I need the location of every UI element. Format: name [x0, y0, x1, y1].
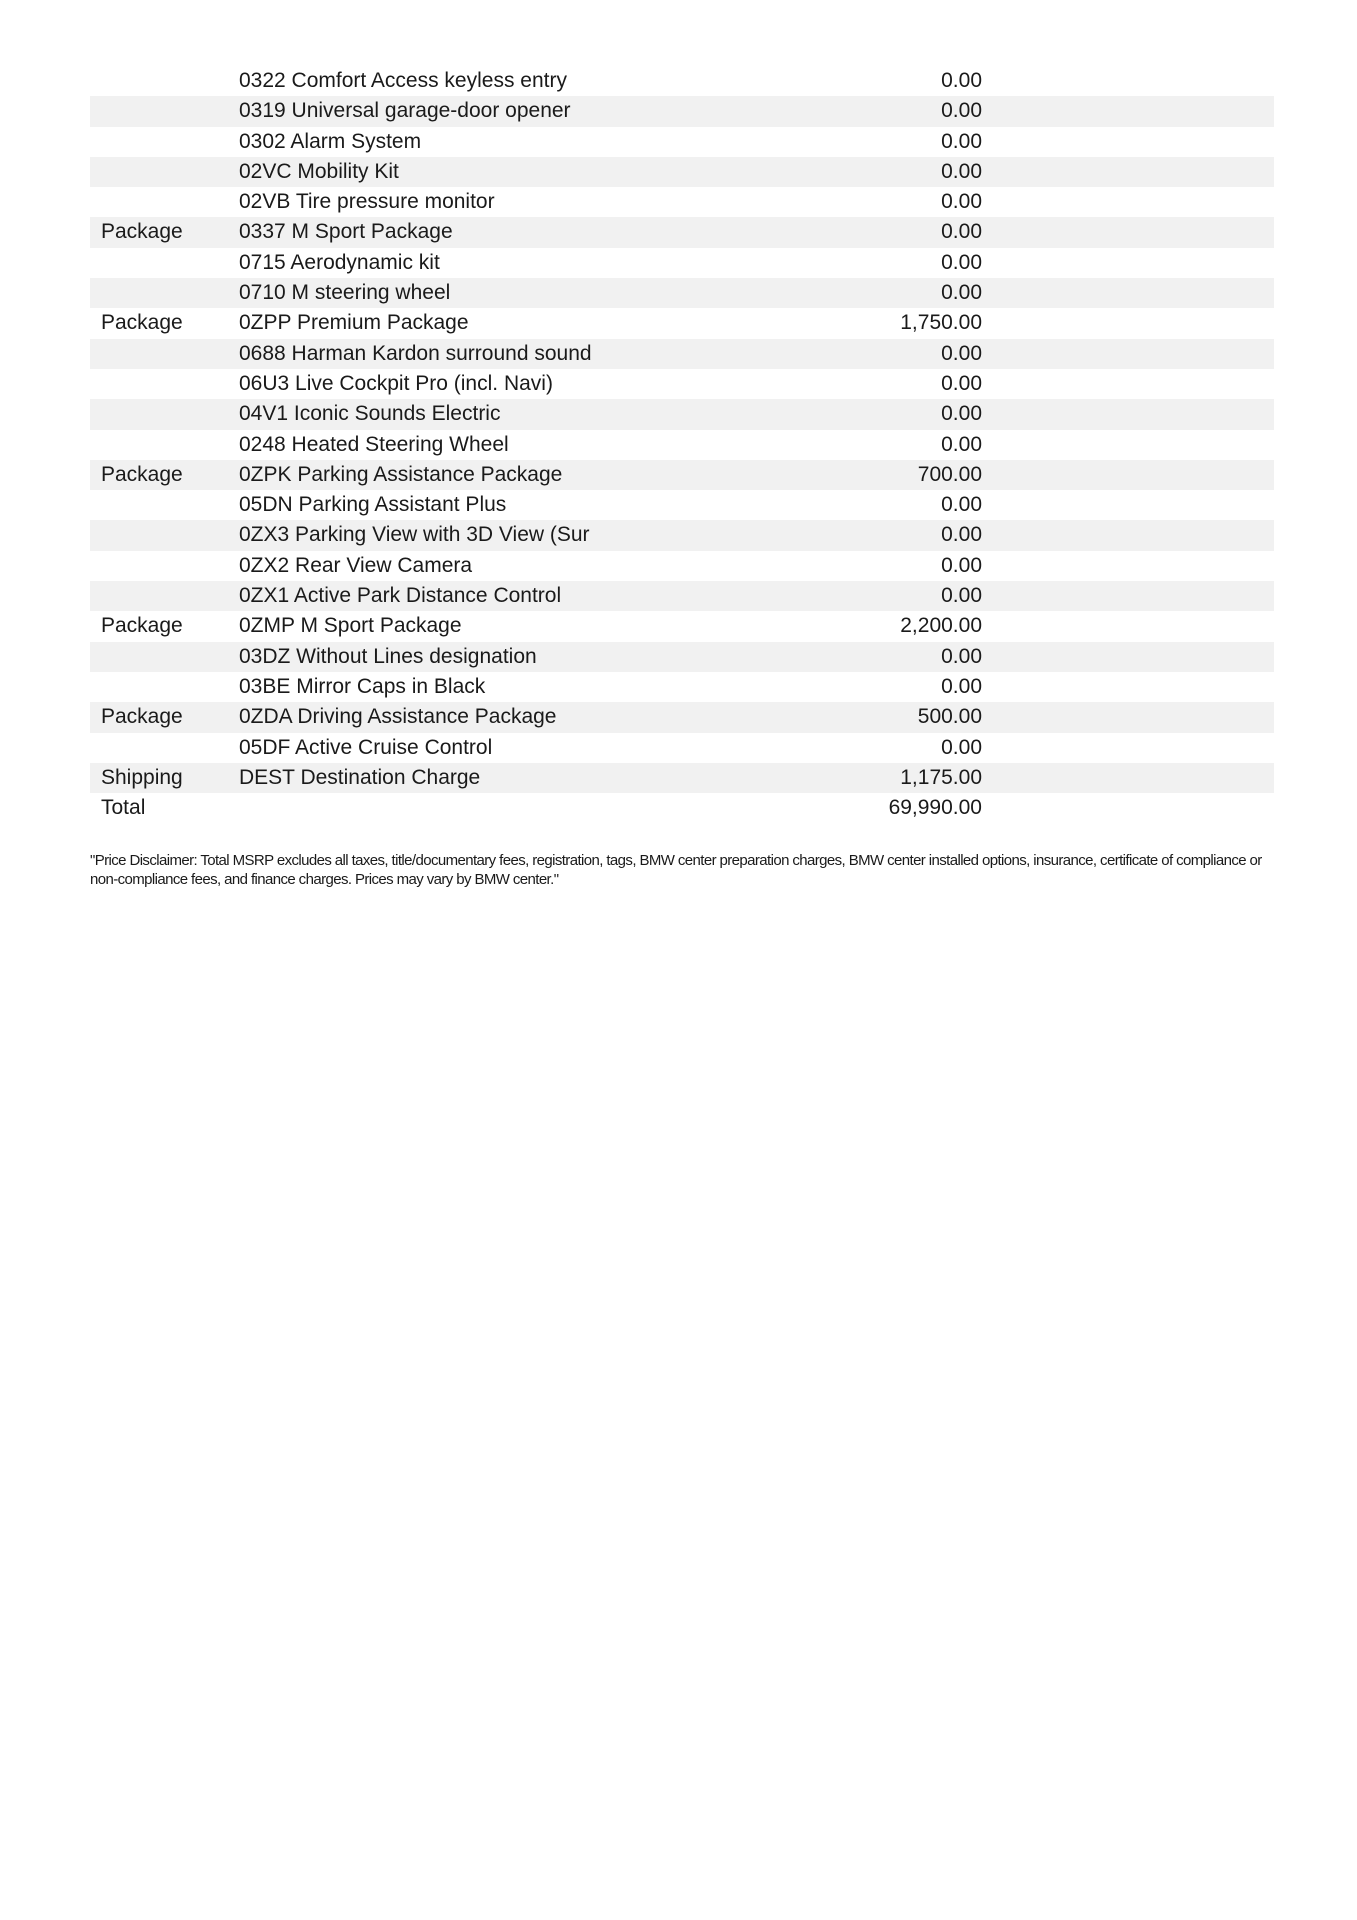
row-category: Package	[101, 220, 183, 244]
row-description: 0337 M Sport Package	[239, 220, 453, 244]
row-description: 05DN Parking Assistant Plus	[239, 493, 507, 517]
row-description: 0ZX1 Active Park Distance Control	[239, 584, 562, 608]
row-price: 0.00	[941, 493, 982, 517]
row-description: 0322 Comfort Access keyless entry	[239, 69, 567, 92]
table-row	[90, 460, 1274, 490]
row-price: 1,750.00	[900, 311, 982, 335]
table-row	[90, 66, 1274, 96]
row-description: 02VC Mobility Kit	[239, 159, 399, 183]
table-row	[90, 399, 1274, 429]
table-row	[90, 217, 1274, 247]
row-price: 0.00	[941, 99, 982, 123]
row-description: 0ZDA Driving Assistance Package	[239, 705, 557, 729]
row-price: 0.00	[941, 371, 982, 395]
table-row	[90, 581, 1274, 611]
row-price: 0.00	[941, 735, 982, 759]
table-row	[90, 157, 1274, 187]
row-description: 0ZPP Premium Package	[239, 311, 469, 335]
row-price: 0.00	[941, 281, 982, 305]
row-category: Package	[101, 614, 183, 638]
row-category: Shipping	[101, 765, 183, 789]
table-row	[90, 248, 1274, 278]
row-price: 0.00	[941, 220, 982, 244]
row-price: 0.00	[941, 523, 982, 547]
row-price: 0.00	[941, 190, 982, 214]
table-row	[90, 339, 1274, 369]
total-row	[90, 793, 1274, 823]
row-description: 03BE Mirror Caps in Black	[239, 674, 486, 698]
table-row	[90, 672, 1274, 702]
table-row	[90, 520, 1274, 550]
table-row	[90, 702, 1274, 732]
row-description: 0710 M steering wheel	[239, 281, 451, 305]
table-row	[90, 96, 1274, 126]
row-price: 0.00	[941, 584, 982, 608]
table-row	[90, 308, 1274, 338]
table-row	[90, 430, 1274, 460]
row-price: 0.00	[941, 432, 982, 456]
row-description: 04V1 Iconic Sounds Electric	[239, 402, 501, 426]
row-description: 0ZPK Parking Assistance Package	[239, 462, 563, 486]
row-category: Package	[101, 705, 183, 729]
row-category: Package	[101, 462, 183, 486]
row-price: 0.00	[941, 129, 982, 153]
table-row	[90, 611, 1274, 641]
table-row	[90, 642, 1274, 672]
row-price: 0.00	[941, 250, 982, 274]
row-category: Package	[101, 311, 183, 335]
table-row	[90, 369, 1274, 399]
row-description: 05DF Active Cruise Control	[239, 735, 493, 759]
row-price: 0.00	[941, 402, 982, 426]
table-row	[90, 763, 1274, 793]
row-description: 0319 Universal garage-door opener	[239, 99, 571, 123]
row-price: 0.00	[941, 553, 982, 577]
price-table	[90, 66, 1274, 823]
table-row	[90, 278, 1274, 308]
row-description: 0248 Heated Steering Wheel	[239, 432, 509, 456]
row-price: 1,175.00	[900, 765, 982, 789]
total-price: 69,990.00	[888, 796, 982, 820]
total-label: Total	[101, 796, 146, 820]
row-description: 0688 Harman Kardon surround sound	[239, 341, 592, 365]
row-description: 02VB Tire pressure monitor	[239, 190, 495, 214]
row-price: 0.00	[941, 341, 982, 365]
row-price: 0.00	[941, 69, 982, 92]
row-description: DEST Destination Charge	[239, 765, 481, 789]
row-price: 700.00	[917, 462, 982, 486]
row-description: 0302 Alarm System	[239, 129, 422, 153]
row-price: 0.00	[941, 644, 982, 668]
table-row	[90, 490, 1274, 520]
price-disclaimer: "Price Disclaimer: Total MSRP excludes all taxes, title/documentary fees, registration, tags, BMW center preparation charges, BMW center installed options, insurance, certificate of compliance or non-compliance fees, and finance charges. Prices may vary by BMW center."	[90, 852, 1262, 888]
row-description: 0ZX2 Rear View Camera	[239, 553, 473, 577]
row-description: 06U3 Live Cockpit Pro (incl. Navi)	[239, 371, 553, 395]
row-description: 0ZMP M Sport Package	[239, 614, 462, 638]
table-row	[90, 733, 1274, 763]
row-description: 03DZ Without Lines designation	[239, 644, 537, 668]
row-description: 0715 Aerodynamic kit	[239, 250, 440, 274]
row-price: 2,200.00	[900, 614, 982, 638]
row-price: 500.00	[917, 705, 982, 729]
table-row	[90, 551, 1274, 581]
row-description: 0ZX3 Parking View with 3D View (Sur	[239, 523, 590, 547]
table-row	[90, 127, 1274, 157]
row-price: 0.00	[941, 674, 982, 698]
table-row	[90, 187, 1274, 217]
row-price: 0.00	[941, 159, 982, 183]
